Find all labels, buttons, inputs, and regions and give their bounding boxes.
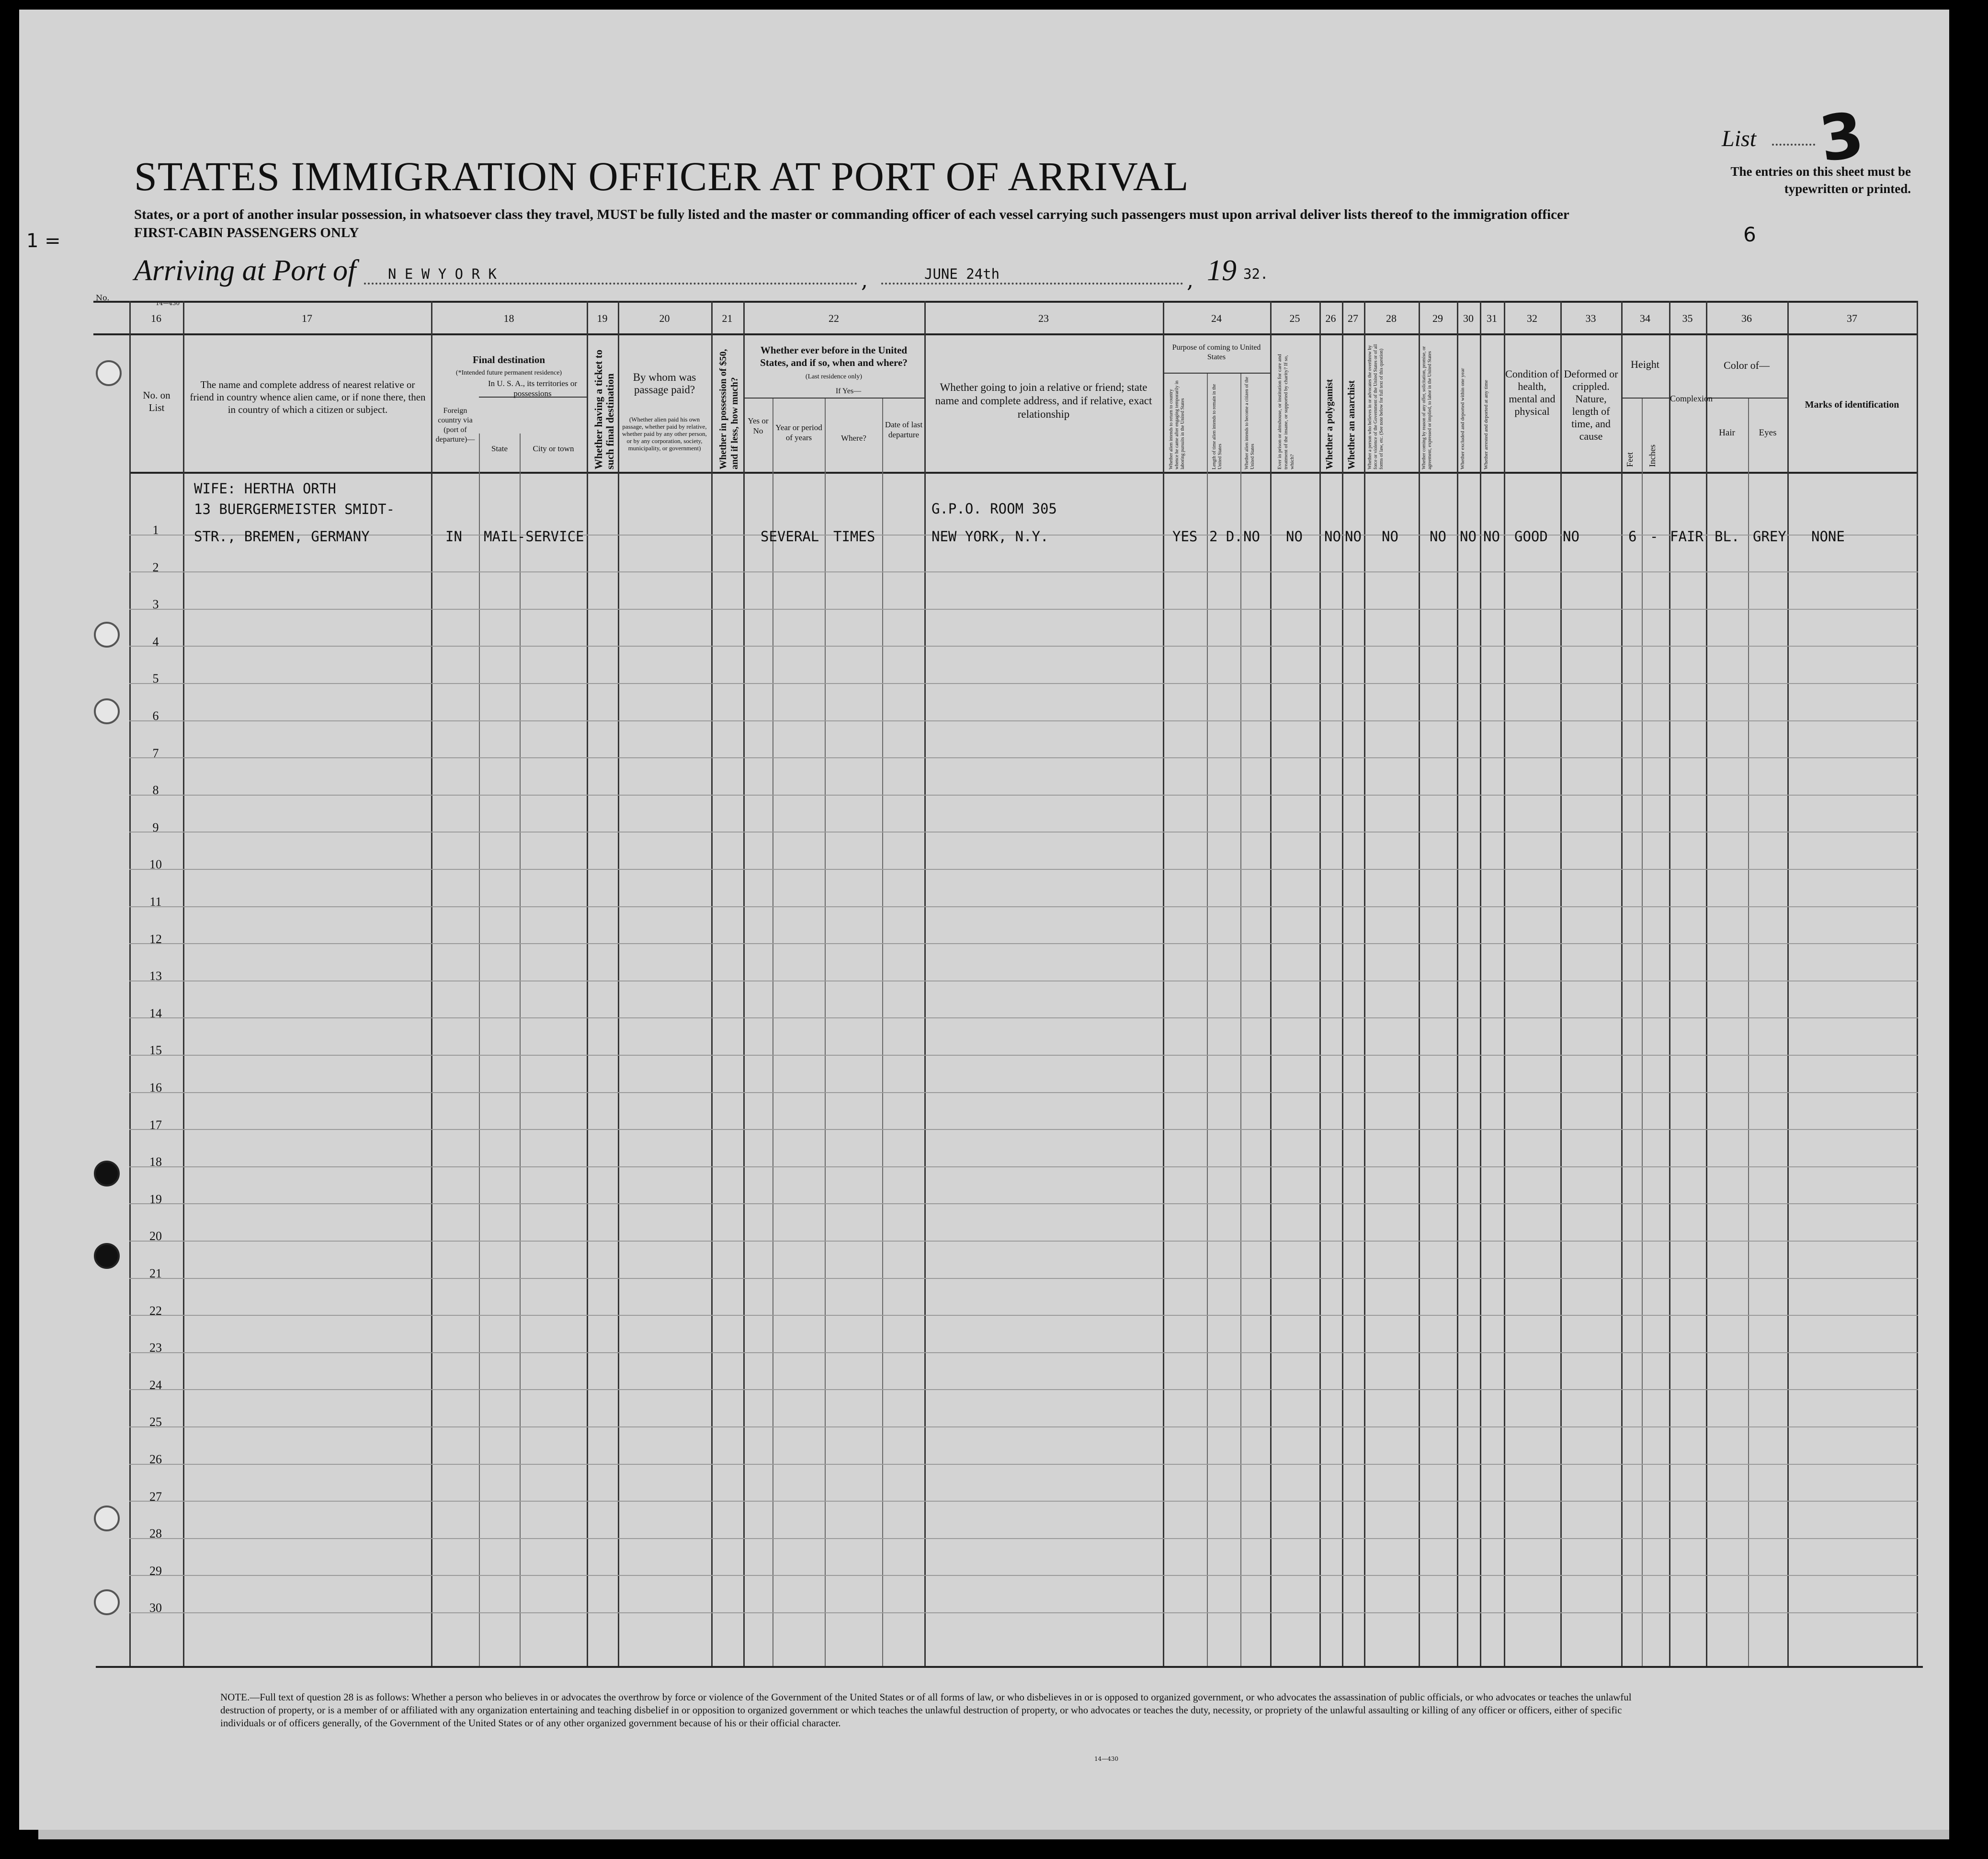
header-relative-address: The name and complete address of nearest relative or friend in country whence alien came, or if none there, then in country of which a citizen or subject. (190, 379, 426, 415)
header-ever-before: Whether ever before in the United States, and if so, when and where? (760, 344, 908, 368)
date-line (881, 283, 1183, 285)
header-inches: Inches (1647, 445, 1657, 467)
row-number: 5 (152, 672, 159, 686)
date-value: JUNE 24th (924, 266, 1000, 282)
subcolumn-divider (1240, 373, 1241, 1666)
column-divider (129, 301, 131, 1666)
col-number: 19 (597, 312, 608, 324)
year-prefix: 19 (1207, 254, 1237, 287)
row-line (129, 1017, 1918, 1018)
row-line (129, 1352, 1918, 1353)
header-excluded: Whether excluded and deported within one year (1460, 368, 1465, 469)
row-number: 22 (149, 1303, 162, 1318)
entry-feet: 6 (1628, 528, 1637, 545)
col-number: 28 (1386, 312, 1397, 324)
column-divider (1457, 301, 1458, 1666)
column-divider (1706, 301, 1707, 1666)
header-height: Height (1631, 358, 1659, 370)
row-line (129, 1575, 1918, 1576)
column-divider (1669, 301, 1670, 1666)
row-line (129, 1538, 1918, 1539)
binder-hole (94, 622, 120, 648)
header-year: Year or period of years (775, 423, 822, 442)
row-line (129, 1426, 1918, 1427)
row-line (129, 906, 1918, 907)
entry-anarchist: NO (1345, 528, 1362, 545)
entry-destination-city: MAIL-SERVICE (484, 528, 584, 545)
row-number: 14 (149, 1006, 162, 1020)
table-top-border (93, 301, 1918, 303)
row-number: 15 (149, 1043, 162, 1058)
row-line (129, 832, 1918, 833)
header-if-yes: If Yes— (835, 387, 862, 395)
list-number: 3 (1815, 98, 1868, 176)
col-number: 29 (1432, 312, 1443, 324)
col-number: 23 (1038, 312, 1049, 324)
header-going-to-join: Whether going to join a relative or friend; state name and complete address, and if relative, exact relationship (935, 381, 1152, 420)
row-line (129, 869, 1918, 870)
col-number: 26 (1325, 312, 1336, 324)
header-purpose-length: Length of time alien intends to remain in the United States (1212, 384, 1223, 469)
header-offer: Whether coming by reason of any offer, solicitation, promise, or agreement, expressed or implied, to labor in the United States (1421, 346, 1432, 469)
entry-health: GOOD (1514, 528, 1548, 545)
row-line (129, 1092, 1918, 1093)
row-line (129, 943, 1918, 944)
col-number: 17 (302, 312, 312, 324)
header-final-destination-note: (*Intended future permanent residence) (455, 369, 562, 376)
row-number: 30 (149, 1601, 162, 1615)
col-number: 33 (1585, 312, 1596, 324)
column-divider (1364, 301, 1365, 1666)
entry-join-line-1: G.P.O. ROOM 305 (932, 501, 1057, 517)
row-line (129, 1389, 1918, 1390)
row-line (129, 1612, 1918, 1613)
subcolumn-divider (1748, 398, 1749, 1666)
row-line (129, 683, 1918, 684)
row-number: 9 (152, 820, 159, 834)
header-complexion: Complexion (1670, 394, 1713, 403)
row-line (129, 1166, 1918, 1167)
col-number: 36 (1741, 312, 1752, 324)
header-number-border (93, 333, 1918, 335)
subcolumn-divider (882, 398, 883, 1666)
table-bottom-border (96, 1666, 1923, 1668)
column-divider (1163, 301, 1164, 1666)
entry-before-yes: SEVERAL (761, 528, 819, 545)
entry-prison: NO (1286, 528, 1303, 545)
header-foreign-country: Foreign country via (port of departure)— (435, 407, 475, 444)
entry-citizen: NO (1243, 528, 1260, 545)
row-number: 7 (152, 746, 159, 760)
row-line (129, 795, 1918, 796)
column-divider (1917, 301, 1918, 1666)
column-divider (1270, 301, 1272, 1666)
row-number: 1 (152, 523, 159, 537)
header-purpose: Purpose of coming to United States (1172, 343, 1261, 361)
row-number: 3 (152, 597, 159, 612)
subheader-line (743, 398, 924, 399)
col-number: 31 (1487, 312, 1497, 324)
header-passage-paid: By whom was passage paid? (633, 371, 696, 396)
header-state: State (491, 444, 508, 453)
row-number: 2 (152, 560, 159, 574)
row-line (129, 1241, 1918, 1242)
row-number: 23 (149, 1341, 162, 1355)
list-label: List (1722, 126, 1757, 151)
passenger-class: FIRST-CABIN PASSENGERS ONLY (134, 225, 359, 240)
row-line (129, 757, 1918, 758)
entry-offer: NO (1430, 528, 1446, 545)
column-divider (924, 301, 926, 1666)
col-number: 21 (722, 312, 733, 324)
header-where: Where? (841, 433, 866, 443)
row-number: 26 (149, 1452, 162, 1466)
header-passage-paid-note: (Whether alien paid his own passage, whether paid by relative, whether paid by any other person, or by any corporation, society, municipality, or government) (622, 416, 707, 452)
row-number: 17 (149, 1118, 162, 1132)
header-anarchist: Whether an anarchist (1346, 380, 1357, 469)
list-line (1772, 144, 1815, 146)
binder-hole (94, 1589, 120, 1615)
subheader-line (1621, 398, 1669, 399)
comma: , (1187, 268, 1193, 293)
col-number: 37 (1847, 312, 1857, 324)
column-divider (743, 301, 745, 1666)
row-number: 4 (152, 634, 159, 649)
row-number: 11 (149, 895, 162, 909)
col-number: 16 (151, 312, 161, 324)
binder-hole (94, 698, 120, 724)
header-date-last-departure: Date of last departure (885, 420, 923, 439)
row-number: 28 (149, 1527, 162, 1541)
row-number: 12 (149, 932, 162, 946)
row-number: 18 (149, 1155, 162, 1169)
subcolumn-divider (1642, 398, 1643, 1666)
column-divider (1560, 301, 1562, 1666)
header-overthrow: Whether a person who believes in or advocates the overthrow by force or violence of the Government of the United States or of all forms of law, etc. (See note below for full text of this question) (1367, 344, 1384, 469)
row-line (129, 720, 1918, 721)
column-divider (1319, 301, 1321, 1666)
row-line (129, 1464, 1918, 1465)
entry-join-line-2: NEW YORK, N.Y. (932, 528, 1049, 545)
subcolumn-divider (1207, 373, 1208, 1666)
entry-destination-country: IN (445, 528, 462, 545)
row-number: 8 (152, 783, 159, 798)
entry-relative-line-2: 13 BUERGERMEISTER SMIDT- (194, 501, 395, 517)
header-yes-no: Yes or No (748, 416, 769, 435)
column-divider (587, 301, 588, 1666)
col-number: 25 (1289, 312, 1300, 324)
col-number: 30 (1463, 312, 1474, 324)
form-subtitle: States, or a port of another insular possession, in whatsoever class they travel, MUST be fully listed and the master or commanding officer of each vessel carrying such passengers must upon arrival deliver lists thereof to the immigration officer (134, 207, 1569, 222)
col-number: 18 (503, 312, 514, 324)
header-bottom-border (129, 472, 1918, 474)
row-line (129, 646, 1918, 647)
entry-arrested: NO (1483, 528, 1500, 545)
subcolumn-divider (772, 398, 773, 1666)
entry-return: YES (1172, 528, 1198, 545)
row-number: 24 (149, 1378, 162, 1392)
row-number: 19 (149, 1192, 162, 1206)
row-line (129, 1203, 1918, 1204)
row-number: 25 (149, 1415, 162, 1429)
column-divider (1787, 301, 1789, 1666)
column-divider (1419, 301, 1420, 1666)
column-divider (1621, 301, 1623, 1666)
row-number: 27 (149, 1489, 162, 1504)
header-in-usa: In U. S. A., its territories or possessions (488, 379, 578, 398)
port-line (364, 283, 857, 285)
year-suffix: 32. (1243, 266, 1269, 282)
header-purpose-return: Whether alien intends to return to country whence he came after engaging temporarily in laboring pursuits in the United States (1169, 380, 1185, 469)
col-number: 20 (659, 312, 670, 324)
row-number: 13 (149, 969, 162, 983)
header-feet: Feet (1625, 452, 1635, 467)
header-hair: Hair (1719, 428, 1735, 438)
subcolumn-divider (520, 433, 521, 1666)
header-marks: Marks of identification (1805, 399, 1899, 410)
binder-hole (94, 1243, 120, 1269)
no-label: No. (96, 293, 110, 302)
row-number: 21 (149, 1266, 162, 1280)
form-title: STATES IMMIGRATION OFFICER AT PORT OF ARRIVAL (134, 153, 1189, 199)
col-number: 35 (1682, 312, 1693, 324)
footnote-question-28: NOTE.—Full text of question 28 is as follows: Whether a person who believes in or advocates the overthrow by force or violence of the Government of the United States or of all forms of law, or who disbelieves in or is opposed to organized government, or who advocates the assassination of public officials, or who advocates or teaches the unlawful destruction of property, or is a member of or affiliated with any organization entertaining and teaching disbelief in or opposition to organized government or which teaches the unlawful destruction of property, or who advocates or teaches the duty, necessity, or propriety of the unlawful assaulting or killing of any officer or officers, either of specific individuals or of officers generally, of the Government of the United States or of any other organized government because of his or their official character. (220, 1691, 1632, 1729)
row-number: 10 (149, 857, 162, 872)
footer-form-code: 14—430 (1094, 1756, 1119, 1762)
header-final-destination: Final destination (472, 354, 545, 365)
row-line (129, 1129, 1918, 1130)
subcolumn-divider (479, 433, 480, 1666)
subheader-line (1163, 373, 1270, 374)
row-line (129, 609, 1918, 610)
header-ever-before-note: (Last residence only) (805, 373, 863, 380)
arriving-label: Arriving at Port of (134, 254, 356, 287)
margin-mark: 1 = (26, 230, 61, 252)
subheader-line (1706, 398, 1787, 399)
entry-excluded: NO (1460, 528, 1477, 545)
column-divider (183, 301, 184, 1666)
binder-hole (94, 1505, 120, 1531)
column-divider (431, 301, 432, 1666)
entry-eyes: GREY (1753, 528, 1786, 545)
col-number: 34 (1640, 312, 1650, 324)
col-number: 32 (1527, 312, 1537, 324)
header-ticket: Whether having a ticket to such final destination (592, 349, 616, 469)
header-fifty-dollars: Whether in possession of $50, and if less, how much? (718, 349, 740, 469)
row-line (129, 571, 1918, 572)
binder-hole (96, 360, 122, 386)
row-line (129, 1501, 1918, 1502)
row-line (129, 1315, 1918, 1316)
entry-hair: BL. (1715, 528, 1740, 545)
entry-deformed: NO (1563, 528, 1579, 545)
entry-polygamist: NO (1324, 528, 1341, 545)
entry-complexion: FAIR (1670, 528, 1704, 545)
column-divider (1342, 301, 1343, 1666)
row-number: 6 (152, 709, 159, 723)
entry-before-period: TIMES (833, 528, 875, 545)
header-polygamist: Whether a polygamist (1324, 379, 1335, 469)
header-no-on-list: No. on List (143, 389, 170, 413)
entry-relative-line-1: WIFE: HERTHA ORTH (194, 480, 336, 497)
column-divider (1480, 301, 1481, 1666)
form-small: 14—430 (156, 300, 180, 307)
header-deformed: Deformed or crippled. Nature, length of time, and cause (1564, 368, 1618, 442)
col-number: 27 (1348, 312, 1358, 324)
entry-relative-line-3: STR., BREMEN, GERMANY (194, 528, 370, 545)
header-color: Color of— (1724, 359, 1770, 371)
binder-hole (94, 1161, 120, 1186)
port-value: N E W Y O R K (388, 266, 497, 282)
column-divider (1504, 301, 1505, 1666)
typewritten-note: The entries on this sheet must be typewritten or printed. (1730, 164, 1911, 196)
comma: , (861, 268, 868, 293)
sheet-code: 6 (1743, 223, 1756, 246)
header-arrested: Whether arrested and deported at any time (1483, 380, 1489, 469)
entry-inches: - (1650, 528, 1659, 545)
row-number: 16 (149, 1081, 162, 1095)
row-line (129, 1278, 1918, 1279)
col-number: 22 (829, 312, 839, 324)
column-divider (711, 301, 713, 1666)
header-prison: Ever in prison or almshouse, or institution for care and treatment of the insane, or supported by charity? If so, which? (1277, 354, 1295, 469)
entry-overthrow: NO (1382, 528, 1398, 545)
row-number: 29 (149, 1563, 162, 1578)
entry-length: 2 D. (1209, 528, 1243, 545)
subcolumn-divider (825, 398, 826, 1666)
column-divider (618, 301, 619, 1666)
header-city: City or town (533, 444, 574, 453)
header-eyes: Eyes (1759, 428, 1777, 438)
entry-marks: NONE (1811, 528, 1845, 545)
header-health: Condition of health, mental and physical (1505, 368, 1559, 417)
col-number: 24 (1211, 312, 1222, 324)
header-purpose-citizen: Whether alien intends to become a citizen of the United States (1244, 376, 1255, 469)
row-line (129, 1055, 1918, 1056)
row-number: 20 (149, 1229, 162, 1243)
